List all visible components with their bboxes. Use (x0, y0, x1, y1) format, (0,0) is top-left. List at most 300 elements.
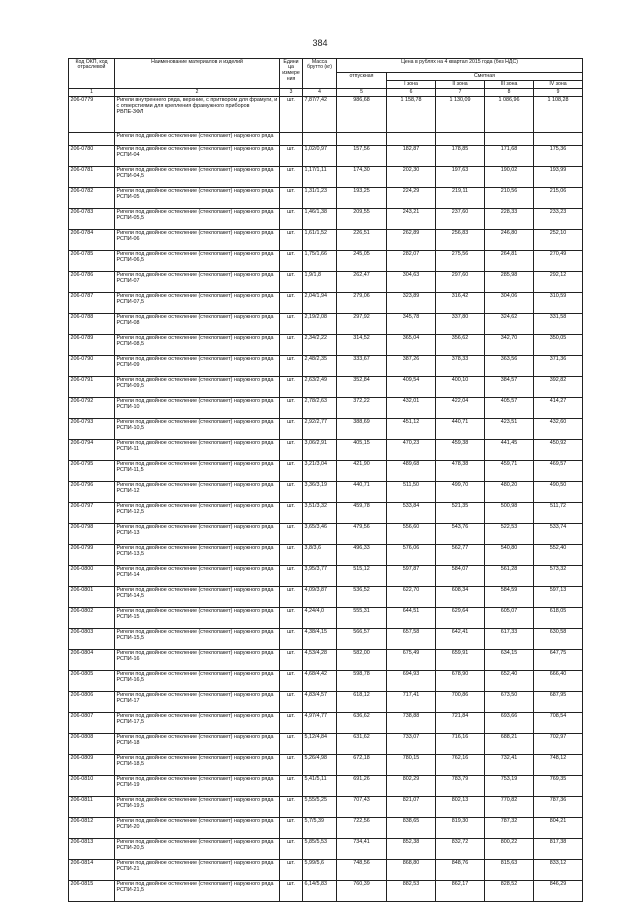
row-code: 206-0811 (69, 796, 115, 817)
table-row (69, 838, 583, 859)
row-price-wholesale: 566,57 (337, 628, 387, 649)
row-price-zone-2: 716,16 (436, 733, 485, 754)
row-price-zone-4: 708,54 (534, 712, 583, 733)
row-price-zone-1: 852,38 (387, 838, 436, 859)
row-price-zone-4: 787,36 (534, 796, 583, 817)
row-unit: шт. (280, 754, 303, 775)
row-price-zone-2: 297,60 (436, 271, 485, 292)
row-mass: 5,99/5,6 (303, 859, 337, 880)
row-price-wholesale: 748,56 (337, 859, 387, 880)
row-price-wholesale: 388,69 (337, 418, 387, 439)
row-code: 206-0780 (69, 145, 115, 166)
row-price-zone-4: 215,06 (534, 187, 583, 208)
row-code: 206-0793 (69, 418, 115, 439)
row-price-zone-1: 533,84 (387, 502, 436, 523)
row-name: Ригели под двойное остекление (стеклопакет) наружного ряда РСПИ-20,5 (115, 838, 280, 859)
row-price-zone-2: 178,85 (436, 145, 485, 166)
row-price-zone-3: 522,53 (485, 523, 534, 544)
table-row (69, 334, 583, 355)
row-price-zone-4: 618,05 (534, 607, 583, 628)
row-name: Ригели под двойное остекление (стеклопакет) наружного ряда РСПИ-14,5 (115, 586, 280, 607)
row-name: Ригели под двойное остекление (стеклопакет) наружного ряда РСПИ-11 (115, 439, 280, 460)
header-zone-1: I зона (387, 81, 436, 89)
row-unit: шт. (280, 313, 303, 334)
row-code: 206-0799 (69, 544, 115, 565)
row-price-zone-1: 243,21 (387, 208, 436, 229)
table-row (69, 733, 583, 754)
row-price-zone-4: 233,23 (534, 208, 583, 229)
row-price-zone-1: 224,29 (387, 187, 436, 208)
row-price-zone-3: 459,71 (485, 460, 534, 481)
row-name: Ригели под двойное остекление (стеклопакет) наружного ряда РСПИ-13,5 (115, 544, 280, 565)
row-mass: 4,83/4,57 (303, 691, 337, 712)
row-price-zone-4: 573,32 (534, 565, 583, 586)
row-price-zone-3: 171,68 (485, 145, 534, 166)
row-price-zone-3: 500,98 (485, 502, 534, 523)
row-mass: 1,75/1,66 (303, 250, 337, 271)
row-name: Ригели под двойное остекление (стеклопакет) наружного ряда РСПИ-20 (115, 817, 280, 838)
row-price-zone-2: 521,35 (436, 502, 485, 523)
row-price-zone-1: 282,07 (387, 250, 436, 271)
row-name: Ригели под двойное остекление (стеклопакет) наружного ряда РСПИ-08 (115, 313, 280, 334)
table-row (69, 418, 583, 439)
row-price-zone-4: 769,35 (534, 775, 583, 796)
row-price-zone-3: 423,51 (485, 418, 534, 439)
row-code: 206-0787 (69, 292, 115, 313)
row-name: Ригели под двойное остекление (стеклопакет) наружного ряда РСПИ-12 (115, 481, 280, 502)
row-code: 206-0791 (69, 376, 115, 397)
row-price-zone-2: 316,42 (436, 292, 485, 313)
row-mass: 1,61/1,52 (303, 229, 337, 250)
row-price-zone-2: 197,63 (436, 166, 485, 187)
row-price-zone-2: 608,34 (436, 586, 485, 607)
row-price-zone-2 (436, 132, 485, 145)
table-row (69, 292, 583, 313)
row-price-zone-2: 762,16 (436, 754, 485, 775)
row-unit: шт. (280, 565, 303, 586)
row-mass: 3,21/3,04 (303, 460, 337, 481)
row-name: Ригели под двойное остекление (стеклопакет) наружного ряда РСПИ-11,5 (115, 460, 280, 481)
row-unit: шт. (280, 145, 303, 166)
row-code: 206-0801 (69, 586, 115, 607)
row-name: Ригели под двойное остекление (стеклопакет) наружного ряда РСПИ-13 (115, 523, 280, 544)
row-name: Ригели под двойное остекление (стеклопакет) наружного ряда РСПИ-06 (115, 229, 280, 250)
header-wholesale: отпускная (337, 73, 387, 89)
row-name: Ригели под двойное остекление (стеклопакет) наружного ряда РСПИ-05,5 (115, 208, 280, 229)
row-price-wholesale: 209,55 (337, 208, 387, 229)
row-mass: 5,41/5,11 (303, 775, 337, 796)
row-price-zone-4: 833,12 (534, 859, 583, 880)
row-price-zone-2: 678,90 (436, 670, 485, 691)
row-price-zone-2: 478,38 (436, 460, 485, 481)
row-price-zone-2: 783,79 (436, 775, 485, 796)
row-name: Ригели под двойное остекление (стеклопакет) наружного ряда РСПИ-10 (115, 397, 280, 418)
row-price-zone-1: 694,93 (387, 670, 436, 691)
row-unit: шт. (280, 817, 303, 838)
row-price-wholesale: 555,31 (337, 607, 387, 628)
row-price-zone-2: 256,83 (436, 229, 485, 250)
row-code: 206-0781 (69, 166, 115, 187)
row-unit: шт. (280, 838, 303, 859)
row-unit: шт. (280, 229, 303, 250)
row-price-zone-4: 432,60 (534, 418, 583, 439)
table-row (69, 628, 583, 649)
page-number: 384 (312, 38, 328, 48)
row-price-zone-1: 451,12 (387, 418, 436, 439)
row-mass: 2,63/2,49 (303, 376, 337, 397)
row-mass: 3,36/3,19 (303, 481, 337, 502)
row-price-zone-4: 414,27 (534, 397, 583, 418)
row-name: Ригели под двойное остекление (стеклопакет) наружного ряда РСПИ-15,5 (115, 628, 280, 649)
row-price-wholesale: 722,56 (337, 817, 387, 838)
row-name: Ригели под двойное остекление (стеклопакет) наружного ряда РСПИ-10,5 (115, 418, 280, 439)
table-row (69, 586, 583, 607)
row-price-wholesale: 245,05 (337, 250, 387, 271)
row-price-zone-3: 605,07 (485, 607, 534, 628)
row-mass: 2,92/2,77 (303, 418, 337, 439)
row-unit: шт. (280, 880, 303, 901)
table-row (69, 754, 583, 775)
row-price-zone-2: 356,62 (436, 334, 485, 355)
row-price-zone-2: 584,07 (436, 565, 485, 586)
row-code: 206-0810 (69, 775, 115, 796)
row-price-zone-2: 819,30 (436, 817, 485, 838)
row-unit: шт. (280, 523, 303, 544)
row-price-zone-4: 469,57 (534, 460, 583, 481)
row-price-zone-2: 629,64 (436, 607, 485, 628)
row-price-wholesale: 405,15 (337, 439, 387, 460)
row-code: 206-0806 (69, 691, 115, 712)
column-number: 8 (485, 89, 534, 97)
row-price-zone-4: 175,36 (534, 145, 583, 166)
row-price-zone-4: 252,10 (534, 229, 583, 250)
row-price-zone-3: 787,32 (485, 817, 534, 838)
row-price-wholesale: 496,33 (337, 544, 387, 565)
row-price-zone-1: 262,89 (387, 229, 436, 250)
row-price-wholesale: 986,68 (337, 96, 387, 132)
row-mass: 5,55/5,25 (303, 796, 337, 817)
row-price-wholesale: 352,84 (337, 376, 387, 397)
row-price-zone-1: 657,58 (387, 628, 436, 649)
table-row (69, 250, 583, 271)
row-unit: шт. (280, 859, 303, 880)
row-unit: шт. (280, 439, 303, 460)
row-code: 206-0807 (69, 712, 115, 733)
row-price-zone-3: 210,56 (485, 187, 534, 208)
row-price-zone-2: 721,84 (436, 712, 485, 733)
row-price-zone-3 (485, 132, 534, 145)
row-price-zone-3: 652,40 (485, 670, 534, 691)
table-row (69, 649, 583, 670)
row-mass: 2,48/2,35 (303, 355, 337, 376)
row-price-zone-2: 378,33 (436, 355, 485, 376)
row-price-wholesale: 760,39 (337, 880, 387, 901)
table-row (69, 229, 583, 250)
row-price-zone-4: 748,12 (534, 754, 583, 775)
table-row (69, 607, 583, 628)
row-unit: шт. (280, 397, 303, 418)
header-estimate: Сметная (387, 73, 583, 81)
row-price-zone-2: 642,41 (436, 628, 485, 649)
row-price-zone-1: 409,54 (387, 376, 436, 397)
row-price-zone-4: 647,75 (534, 649, 583, 670)
row-price-zone-2: 848,76 (436, 859, 485, 880)
row-price-zone-1: 304,63 (387, 271, 436, 292)
row-price-zone-1: 323,89 (387, 292, 436, 313)
row-code: 206-0789 (69, 334, 115, 355)
row-name: Ригели под двойное остекление (стеклопакет) наружного ряда РСПИ-04 (115, 145, 280, 166)
row-unit: шт. (280, 208, 303, 229)
table-row (69, 523, 583, 544)
column-number-row (69, 89, 583, 97)
header-name: Наименование материалов и изделий (115, 59, 280, 89)
row-price-zone-2: 700,86 (436, 691, 485, 712)
price-table (68, 58, 583, 902)
row-price-wholesale: 582,00 (337, 649, 387, 670)
row-code: 206-0788 (69, 313, 115, 334)
header-zone-3: III зона (485, 81, 534, 89)
row-price-zone-4: 371,36 (534, 355, 583, 376)
row-price-zone-3: 828,52 (485, 880, 534, 901)
row-unit: шт. (280, 355, 303, 376)
row-price-zone-3: 190,02 (485, 166, 534, 187)
row-price-zone-3: 264,81 (485, 250, 534, 271)
row-price-zone-3: 304,06 (485, 292, 534, 313)
row-price-zone-3: 324,62 (485, 313, 534, 334)
row-mass: 5,12/4,84 (303, 733, 337, 754)
row-price-wholesale: 598,78 (337, 670, 387, 691)
row-mass: 5,85/5,53 (303, 838, 337, 859)
row-mass: 3,06/2,91 (303, 439, 337, 460)
row-name: Ригели под двойное остекление (стеклопакет) наружного ряда РСПИ-14 (115, 565, 280, 586)
row-unit: шт. (280, 733, 303, 754)
row-price-wholesale: 459,78 (337, 502, 387, 523)
row-price-zone-4: 1 108,28 (534, 96, 583, 132)
row-price-zone-1: 345,78 (387, 313, 436, 334)
row-code: 206-0800 (69, 565, 115, 586)
row-price-zone-3: 617,33 (485, 628, 534, 649)
row-price-zone-2: 237,60 (436, 208, 485, 229)
row-price-zone-1: 576,06 (387, 544, 436, 565)
row-code: 206-0796 (69, 481, 115, 502)
table-row (69, 691, 583, 712)
row-price-zone-3: 815,63 (485, 859, 534, 880)
table-row (69, 796, 583, 817)
header-unit: Едини ца измере ния (280, 59, 303, 89)
row-name: Ригели под двойное остекление (стеклопакет) наружного ряда РСПИ-07 (115, 271, 280, 292)
table-row (69, 208, 583, 229)
row-name: Ригели под двойное остекление (стеклопакет) наружного ряда РСПИ-18,5 (115, 754, 280, 775)
row-price-zone-4: 511,72 (534, 502, 583, 523)
table-row (69, 817, 583, 838)
table-row (69, 397, 583, 418)
table-row (69, 96, 583, 132)
row-price-zone-4: 292,12 (534, 271, 583, 292)
column-number: 1 (69, 89, 115, 97)
row-mass: 2,34/2,22 (303, 334, 337, 355)
row-unit: шт. (280, 334, 303, 355)
row-unit: шт. (280, 628, 303, 649)
table-row (69, 880, 583, 901)
row-price-zone-3: 342,70 (485, 334, 534, 355)
row-mass: 2,78/2,63 (303, 397, 337, 418)
row-price-zone-2: 459,38 (436, 439, 485, 460)
row-code: 206-0813 (69, 838, 115, 859)
row-price-zone-1: 675,49 (387, 649, 436, 670)
row-price-wholesale: 631,62 (337, 733, 387, 754)
row-name: Ригели под двойное остекление (стеклопакет) наружного ряда РСПИ-19,5 (115, 796, 280, 817)
row-price-zone-3: 732,41 (485, 754, 534, 775)
row-price-zone-2: 802,13 (436, 796, 485, 817)
column-number: 2 (115, 89, 280, 97)
row-price-wholesale: 262,47 (337, 271, 387, 292)
row-price-zone-3: 561,28 (485, 565, 534, 586)
row-price-zone-3: 246,80 (485, 229, 534, 250)
row-price-zone-1: 838,65 (387, 817, 436, 838)
row-code: 206-0809 (69, 754, 115, 775)
row-code: 206-0802 (69, 607, 115, 628)
row-price-wholesale: 297,92 (337, 313, 387, 334)
row-price-zone-1: 644,51 (387, 607, 436, 628)
row-price-zone-1: 556,60 (387, 523, 436, 544)
row-unit: шт. (280, 292, 303, 313)
row-price-zone-4: 490,50 (534, 481, 583, 502)
row-price-zone-2: 400,10 (436, 376, 485, 397)
row-price-zone-1: 511,50 (387, 481, 436, 502)
column-number: 4 (303, 89, 337, 97)
row-price-zone-2: 562,77 (436, 544, 485, 565)
row-price-zone-2: 659,91 (436, 649, 485, 670)
row-code: 206-0792 (69, 397, 115, 418)
row-price-zone-3: 285,98 (485, 271, 534, 292)
row-unit: шт. (280, 187, 303, 208)
row-price-zone-3: 693,66 (485, 712, 534, 733)
row-price-zone-4: 817,38 (534, 838, 583, 859)
row-code: 206-0786 (69, 271, 115, 292)
row-price-zone-3: 540,80 (485, 544, 534, 565)
row-price-zone-3: 363,56 (485, 355, 534, 376)
header-mass: Масса брутто (кг) (303, 59, 337, 89)
row-mass (303, 132, 337, 145)
row-mass: 1,46/1,38 (303, 208, 337, 229)
row-code: 206-0812 (69, 817, 115, 838)
row-price-wholesale (337, 132, 387, 145)
row-unit: шт. (280, 607, 303, 628)
row-name: Ригели под двойное остекление (стеклопакет) наружного ряда РСПИ-08,5 (115, 334, 280, 355)
row-price-zone-3: 228,33 (485, 208, 534, 229)
row-price-zone-2: 1 130,09 (436, 96, 485, 132)
row-unit: шт. (280, 712, 303, 733)
row-unit: шт. (280, 796, 303, 817)
table-row (69, 712, 583, 733)
row-mass: 4,97/4,77 (303, 712, 337, 733)
row-price-zone-4: 331,58 (534, 313, 583, 334)
row-name: Ригели под двойное остекление (стеклопакет) наружного ряда РСПИ-16 (115, 649, 280, 670)
table-row (69, 132, 583, 145)
row-price-zone-1: 821,07 (387, 796, 436, 817)
table-row (69, 565, 583, 586)
row-code (69, 132, 115, 145)
row-code: 206-0782 (69, 187, 115, 208)
table-row (69, 166, 583, 187)
row-price-zone-2: 499,70 (436, 481, 485, 502)
row-name: Ригели под двойное остекление (стеклопакет) наружного ряда РСПИ-07,5 (115, 292, 280, 313)
row-price-zone-3: 688,21 (485, 733, 534, 754)
row-unit: шт. (280, 649, 303, 670)
row-mass: 6,14/5,83 (303, 880, 337, 901)
row-price-zone-3: 1 086,96 (485, 96, 534, 132)
row-price-wholesale: 314,52 (337, 334, 387, 355)
table-row (69, 502, 583, 523)
row-unit: шт. (280, 166, 303, 187)
row-price-wholesale: 193,25 (337, 187, 387, 208)
row-price-zone-4: 666,40 (534, 670, 583, 691)
row-unit: шт. (280, 418, 303, 439)
row-name: Ригели под двойное остекление (стеклопакет) наружного ряда РСПИ-15 (115, 607, 280, 628)
row-mass: 4,24/4,0 (303, 607, 337, 628)
table-row (69, 376, 583, 397)
row-unit: шт. (280, 691, 303, 712)
row-price-wholesale: 333,67 (337, 355, 387, 376)
header-zone-4: IV зона (534, 81, 583, 89)
row-price-wholesale: 734,41 (337, 838, 387, 859)
row-name: Ригели под двойное остекление (стеклопакет) наружного ряда РСПИ-12,5 (115, 502, 280, 523)
row-mass: 2,04/1,94 (303, 292, 337, 313)
row-price-zone-3: 634,15 (485, 649, 534, 670)
column-number: 7 (436, 89, 485, 97)
row-unit: шт. (280, 775, 303, 796)
row-price-zone-1: 780,15 (387, 754, 436, 775)
table-row (69, 460, 583, 481)
row-price-zone-3: 384,57 (485, 376, 534, 397)
row-price-zone-4: 630,58 (534, 628, 583, 649)
row-name: Ригели под двойное остекление (стеклопакет) наружного ряда РСПИ-21,5 (115, 880, 280, 901)
row-price-zone-1: 717,41 (387, 691, 436, 712)
row-price-zone-4: 597,13 (534, 586, 583, 607)
row-price-zone-4: 687,95 (534, 691, 583, 712)
row-name: Ригели под двойное остекление (стеклопакет) наружного ряда РСПИ-06,5 (115, 250, 280, 271)
row-mass: 1,17/1,11 (303, 166, 337, 187)
row-price-zone-4: 193,99 (534, 166, 583, 187)
row-name: Ригели под двойное остекление (стеклопакет) наружного ряда РСПИ-16,5 (115, 670, 280, 691)
row-price-zone-1: 802,29 (387, 775, 436, 796)
row-unit: шт. (280, 670, 303, 691)
row-code: 206-0797 (69, 502, 115, 523)
table-row (69, 313, 583, 334)
row-mass: 1,31/1,23 (303, 187, 337, 208)
table-row (69, 859, 583, 880)
row-price-zone-1: 432,01 (387, 397, 436, 418)
row-price-zone-3: 800,22 (485, 838, 534, 859)
row-price-zone-2: 422,04 (436, 397, 485, 418)
row-mass: 1,02/0,97 (303, 145, 337, 166)
row-price-wholesale: 226,51 (337, 229, 387, 250)
row-price-zone-1: 882,53 (387, 880, 436, 901)
row-price-zone-3: 405,57 (485, 397, 534, 418)
row-price-zone-4: 533,74 (534, 523, 583, 544)
table-row (69, 544, 583, 565)
row-price-wholesale: 636,62 (337, 712, 387, 733)
row-mass: 3,95/3,77 (303, 565, 337, 586)
row-name: Ригели под двойное остекление (стеклопакет) наружного ряда РСПИ-17 (115, 691, 280, 712)
row-code: 206-0805 (69, 670, 115, 691)
row-name: Ригели под двойное остекление (стеклопакет) наружного ряда РСПИ-09,5 (115, 376, 280, 397)
row-price-zone-4: 804,21 (534, 817, 583, 838)
row-mass: 1,9/1,8 (303, 271, 337, 292)
row-code: 206-0785 (69, 250, 115, 271)
row-price-zone-4: 450,92 (534, 439, 583, 460)
row-mass: 4,53/4,28 (303, 649, 337, 670)
